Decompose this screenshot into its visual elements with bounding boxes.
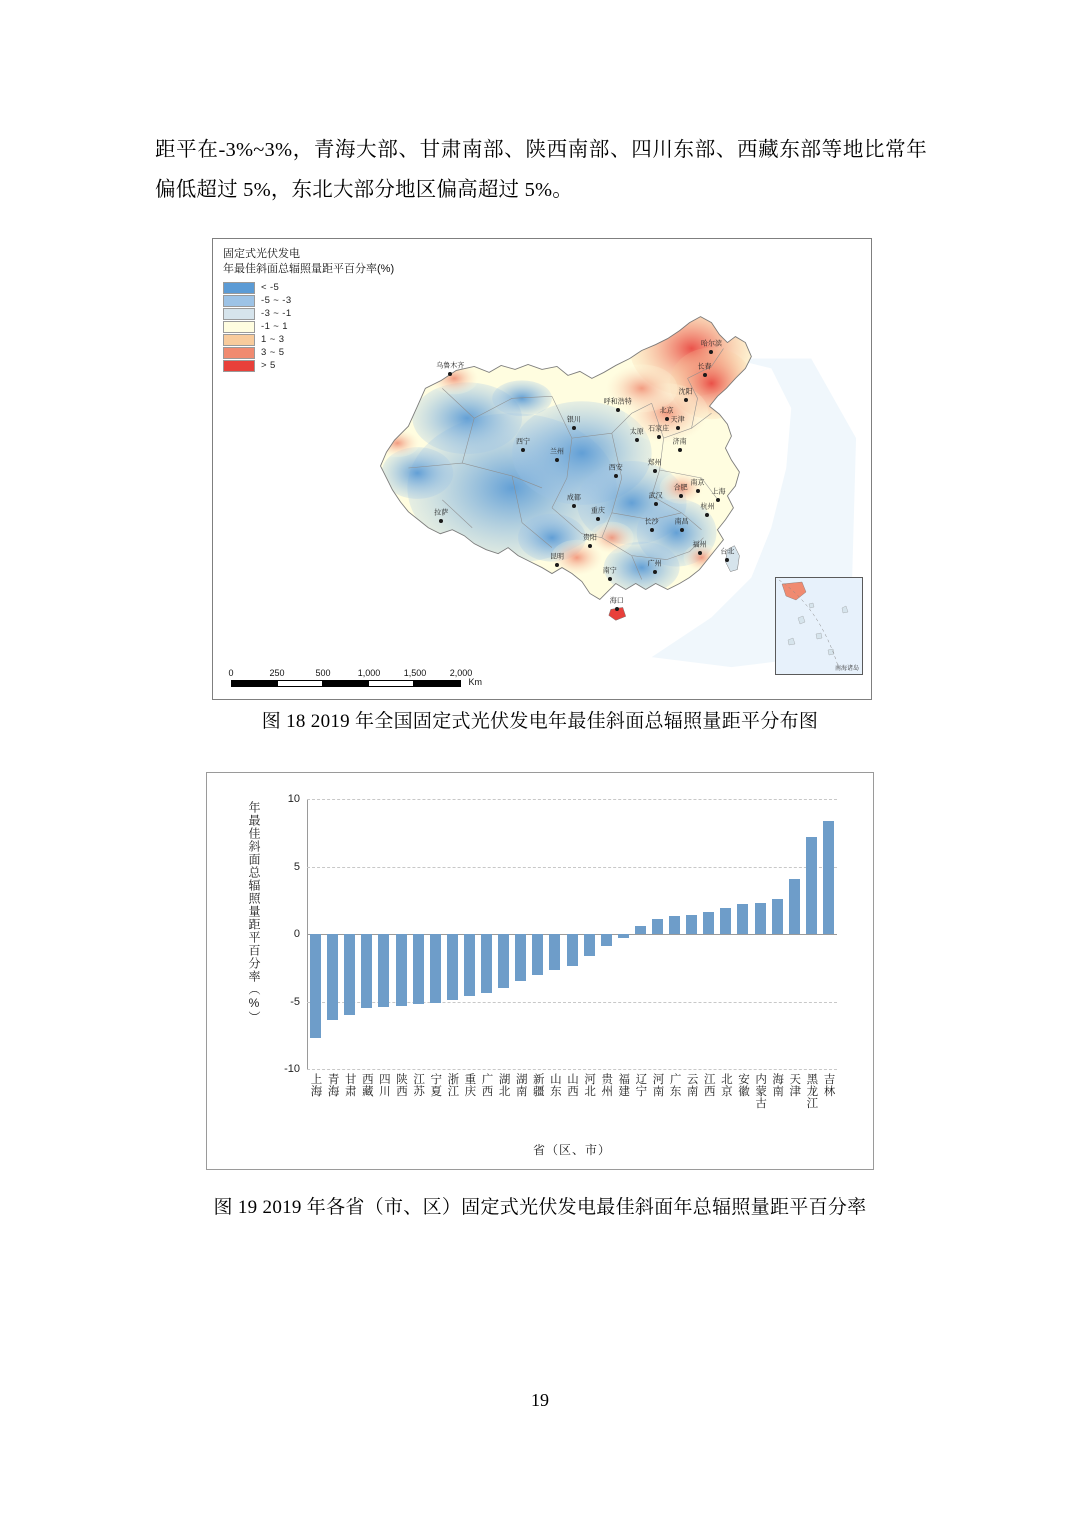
map-city-dot [696, 489, 700, 493]
map-city-dot [555, 458, 559, 462]
chart-x-tick-labels [307, 1073, 837, 1143]
map-city-dot [616, 408, 620, 412]
map-city-name: 济南 [672, 438, 687, 446]
chart-x-label: 河北 [583, 1073, 596, 1097]
chart-bar [652, 919, 663, 934]
chart-bar [635, 926, 646, 934]
map-city-dot [653, 570, 657, 574]
chart-bar [806, 837, 817, 934]
map-city-dot [521, 448, 525, 452]
chart-x-label: 重庆 [463, 1073, 476, 1097]
map-city-name: 太原 [629, 428, 644, 436]
chart-y-tick: 0 [293, 928, 300, 940]
chart-x-label: 宁夏 [429, 1073, 442, 1097]
legend-label: -3 ~ -1 [261, 307, 292, 319]
legend-label: < -5 [261, 281, 280, 293]
map-city-name: 西安 [608, 464, 623, 472]
chart-gridline [307, 1069, 837, 1070]
chart-bar [737, 904, 748, 934]
chart-bar [755, 903, 766, 934]
chart-x-label: 浙江 [446, 1073, 459, 1097]
chart-bar [413, 934, 424, 1004]
map-city-dot [596, 517, 600, 521]
chart-bars [307, 799, 837, 1069]
chart-x-label: 河南 [651, 1073, 664, 1097]
map-city-name: 合肥 [673, 484, 688, 492]
chart-bar [532, 934, 543, 975]
chart-x-label: 海南 [771, 1073, 784, 1097]
chart-bar [378, 934, 389, 1007]
map-city-dot [555, 563, 559, 567]
scalebar-tick: 1,500 [403, 668, 427, 678]
map-city-name: 南昌 [674, 518, 689, 526]
figure-18-caption: 图 18 2019 年全国固定式光伏发电年最佳斜面总辐照量距平分布图 [261, 711, 819, 732]
legend-title-line1: 固定式光伏发电 [223, 248, 300, 260]
inset-label: 南海诸岛 [834, 666, 859, 672]
chart-bar [396, 934, 407, 1006]
chart-x-label: 湖南 [514, 1073, 527, 1097]
map-city-dot [679, 494, 683, 498]
legend-label: -5 ~ -3 [261, 294, 292, 306]
figure-19-caption: 图 19 2019 年各省（市、区）固定式光伏发电最佳斜面年总辐照量距平百分率 [213, 1197, 867, 1218]
map-inset-south-china-sea [775, 577, 863, 675]
scalebar-tick: 1,000 [357, 668, 381, 678]
chart-y-tick: 5 [293, 860, 300, 873]
map-city-name: 成都 [566, 494, 581, 502]
chart-x-label: 吉林 [822, 1073, 835, 1097]
map-city-dot [703, 373, 707, 377]
map-city-name: 西宁 [516, 438, 531, 446]
chart-bar [823, 821, 834, 934]
chart-x-label: 湖北 [497, 1073, 510, 1097]
chart-x-label: 广西 [480, 1073, 493, 1097]
chart-x-label: 山东 [548, 1073, 561, 1097]
map-city-name: 海口 [609, 597, 624, 605]
map-city-dot [657, 435, 661, 439]
map-city-name: 拉萨 [434, 509, 449, 517]
chart-x-label: 天津 [788, 1073, 801, 1097]
chart-bar [498, 934, 509, 988]
map-city-name: 重庆 [590, 507, 605, 515]
map-city-dot [676, 426, 680, 430]
map-city-dot [615, 607, 619, 611]
chart-x-label: 西藏 [360, 1073, 373, 1097]
chart-x-label: 陕西 [395, 1073, 408, 1097]
chart-bar [703, 912, 714, 934]
map-city-name: 广州 [647, 560, 662, 568]
chart-bar [464, 934, 475, 996]
map-city-dot [680, 528, 684, 532]
chart-bar [515, 934, 526, 981]
chart-bar [430, 934, 441, 1003]
map-city-dot [635, 438, 639, 442]
chart-bar [344, 934, 355, 1015]
map-city-dot [698, 551, 702, 555]
map-city-name: 南京 [690, 479, 705, 487]
chart-x-label: 江苏 [412, 1073, 425, 1097]
chart-x-label: 安徽 [736, 1073, 749, 1097]
chart-bar [567, 934, 578, 966]
map-city-name: 石家庄 [648, 425, 670, 433]
chart-x-label: 四川 [377, 1073, 390, 1097]
map-city-dot [439, 519, 443, 523]
chart-x-label: 新疆 [531, 1073, 544, 1097]
y-axis-title: 年最佳斜面总辐照量距平百分率（%） [247, 801, 261, 1024]
chart-bar [447, 934, 458, 1000]
map-city-name: 福州 [692, 541, 707, 549]
map-city-name: 兰州 [549, 448, 564, 456]
map-city-dot [650, 528, 654, 532]
legend-title-line2: 年最佳斜面总辐照量距平百分率(%) [223, 263, 395, 275]
map-city-dot [572, 426, 576, 430]
map-city-dot [572, 504, 576, 508]
chart-x-label: 北京 [719, 1073, 732, 1097]
scalebar-bar [231, 677, 482, 687]
map-city-name: 呼和浩特 [603, 398, 632, 406]
chart-x-label: 黑龙江 [805, 1073, 818, 1109]
chart-y-tick: -10 [284, 1063, 300, 1075]
chart-x-label: 云南 [685, 1073, 698, 1097]
map-city-dot [725, 558, 729, 562]
chart-x-label: 甘肃 [343, 1073, 356, 1097]
chart-x-label: 辽宁 [634, 1073, 647, 1097]
legend-label: 1 ~ 3 [261, 333, 285, 345]
map-scalebar [228, 668, 482, 687]
figure-18-map [212, 238, 872, 700]
map-city-dot [654, 502, 658, 506]
map-city-dot [716, 498, 720, 502]
chart-bar [327, 934, 338, 1020]
map-city-labels [213, 239, 871, 699]
map-city-name: 武汉 [648, 492, 663, 500]
map-city-name: 沈阳 [678, 388, 693, 396]
scalebar-tick: 250 [269, 668, 285, 678]
chart-x-label: 贵州 [600, 1073, 613, 1097]
map-city-dot [614, 474, 618, 478]
map-city-dot [705, 513, 709, 517]
map-city-dot [684, 398, 688, 402]
chart-x-label: 青海 [326, 1073, 339, 1097]
map-city-name: 长春 [697, 363, 712, 371]
map-city-name: 贵阳 [582, 534, 597, 542]
map-city-name: 杭州 [700, 503, 715, 511]
map-city-name: 乌鲁木齐 [436, 362, 465, 370]
scalebar-unit: Km [468, 677, 482, 687]
chart-bar [481, 934, 492, 993]
map-city-name: 郑州 [647, 459, 662, 467]
chart-x-label: 江西 [702, 1073, 715, 1097]
chart-bar [584, 934, 595, 956]
x-axis-title: 省（区、市） [532, 1143, 611, 1157]
map-city-name: 昆明 [549, 553, 564, 561]
map-city-name: 长沙 [644, 518, 659, 526]
map-city-name: 北京 [659, 407, 674, 415]
legend-label: > 5 [261, 359, 276, 371]
chart-bar [772, 899, 783, 934]
scalebar-ticks [228, 668, 473, 680]
chart-x-label: 山西 [566, 1073, 578, 1097]
map-city-dot [678, 448, 682, 452]
map-city-name: 哈尔滨 [700, 340, 722, 348]
legend-label: -1 ~ 1 [261, 320, 288, 332]
map-city-name: 南宁 [602, 567, 617, 575]
chart-x-label: 广东 [668, 1073, 681, 1097]
chart-y-tick: 10 [287, 793, 300, 805]
map-city-dot [653, 469, 657, 473]
chart-bar [720, 908, 731, 934]
map-city-name: 上海 [711, 488, 726, 496]
scalebar-tick: 0 [228, 668, 234, 678]
map-city-dot [448, 372, 452, 376]
page-number: 19 [531, 1390, 549, 1410]
map-city-name: 银川 [566, 416, 581, 424]
chart-x-label: 内蒙古 [754, 1073, 767, 1109]
chart-bar [361, 934, 372, 1008]
inset-graphic [776, 578, 862, 674]
chart-x-label: 福建 [617, 1073, 630, 1097]
chart-bar [549, 934, 560, 970]
map-city-dot [709, 350, 713, 354]
chart-bar [310, 934, 321, 1038]
scalebar-tick: 500 [315, 668, 331, 678]
chart-bar [618, 934, 629, 938]
body-paragraph: 距平在-3%~3%，青海大部、甘肃南部、陕西南部、四川东部、西藏东部等地比常年偏低超过 5%，东北大部分地区偏高超过 5%。 [155, 139, 927, 201]
map-city-dot [588, 544, 592, 548]
figure-19-chart [206, 772, 874, 1170]
map-city-dot [608, 577, 612, 581]
chart-bar [669, 916, 680, 934]
chart-y-tick: -5 [290, 995, 300, 1008]
chart-x-label: 上海 [309, 1073, 322, 1097]
scalebar-tick: 2,000 [449, 668, 473, 678]
map-city-name: 天津 [670, 416, 685, 424]
legend-label: 3 ~ 5 [261, 346, 285, 358]
chart-bar [686, 915, 697, 934]
chart-plot-area [284, 793, 837, 1075]
chart-bar [789, 879, 800, 934]
map-city-name: 台北 [720, 548, 735, 556]
chart-bar [601, 934, 612, 946]
map-city-dot [665, 417, 669, 421]
